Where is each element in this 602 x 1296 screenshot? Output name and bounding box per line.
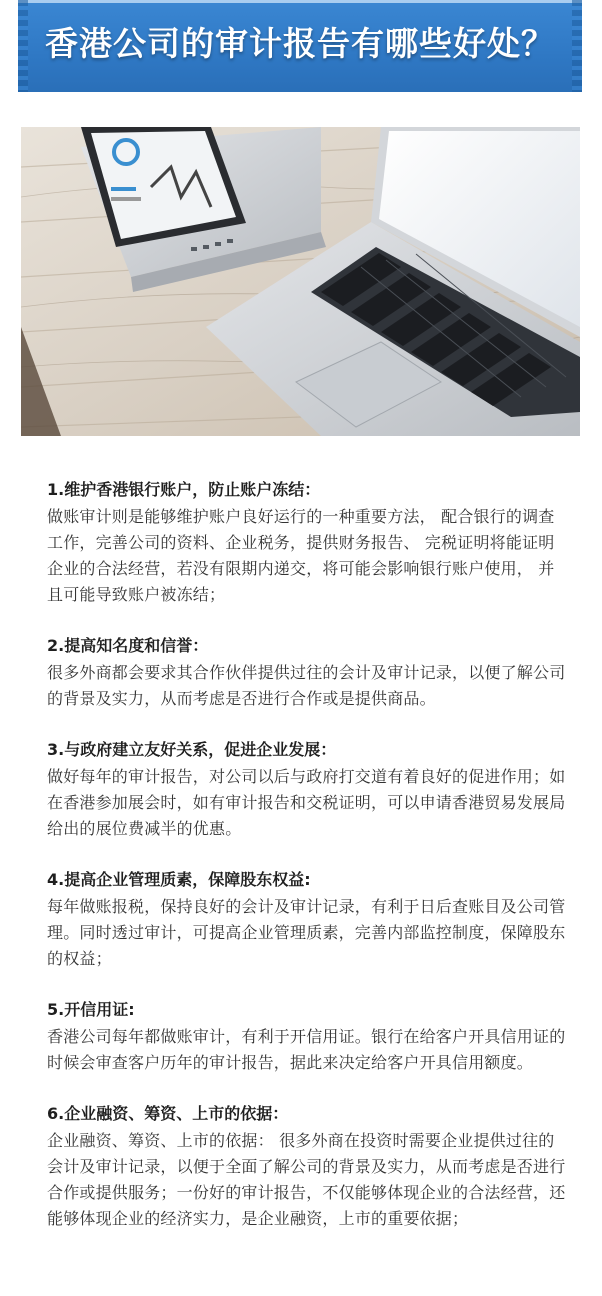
section-financing-listing (47, 1102, 569, 1232)
section-heading: 2.提高知名度和信誉： (47, 636, 209, 655)
section-letter-of-credit (47, 998, 569, 1076)
page-title: 香港公司的审计报告有哪些好处？ (45, 24, 555, 63)
laptop-tablet-photo (21, 127, 580, 436)
section-body: 香港公司每年都做账审计，有利于开信用证。银行在给客户开具信用证的时候会审查客户历年的审计报告，据此来决定给客户开具信用额度。 (47, 1027, 566, 1072)
section-heading: 5.开信用证: (47, 1000, 135, 1019)
section-body: 做好每年的审计报告，对公司以后与政府打交道有着良好的促进作用；如在香港参加展会时，如有审计报告和交税证明，可以申请香港贸易发展局给出的展位费减半的优惠。 (47, 767, 566, 838)
section-body: 做账审计则是能够维护账户良好运行的一种重要方法， 配合银行的调查工作，完善公司的资料、企业税务，提供财务报告、 完税证明将能证明企业的合法经营，若没有限期内递交，将可能会影响银行账户使用， 并且可能导致账户被冻结； (47, 507, 555, 604)
section-heading: 6.企业融资、筹资、上市的依据： (47, 1104, 289, 1123)
section-bank-account (47, 478, 569, 608)
section-heading: 1.维护香港银行账户，防止账户冻结： (47, 480, 321, 499)
article-content (47, 478, 569, 1258)
section-body: 每年做账报税，保持良好的会计及审计记录，有利于日后查账目及公司管理。同时透过审计，可提高企业管理质素，完善内部监控制度，保障股东的权益； (47, 897, 566, 968)
section-management-quality (47, 868, 569, 972)
section-heading: 4.提高企业管理质素，保障股东权益: (47, 870, 311, 889)
section-body: 很多外商都会要求其合作伙伴提供过往的会计及审计记录，以便了解公司的背景及实力，从而考虑是否进行合作或是提供商品。 (47, 663, 566, 708)
section-reputation (47, 634, 569, 712)
section-government-relations (47, 738, 569, 842)
section-body: 企业融资、筹资、上市的依据： 很多外商在投资时需要企业提供过往的会计及审计记录，以便于全面了解公司的背景及实力，从而考虑是否进行合作或提供服务；一份好的审计报告，不仅能够体现企业的合法经营，还能够体现企业的经济实力，是企业融资，上市的重要依据； (47, 1131, 566, 1228)
section-heading: 3.与政府建立友好关系，促进企业发展： (47, 740, 337, 759)
